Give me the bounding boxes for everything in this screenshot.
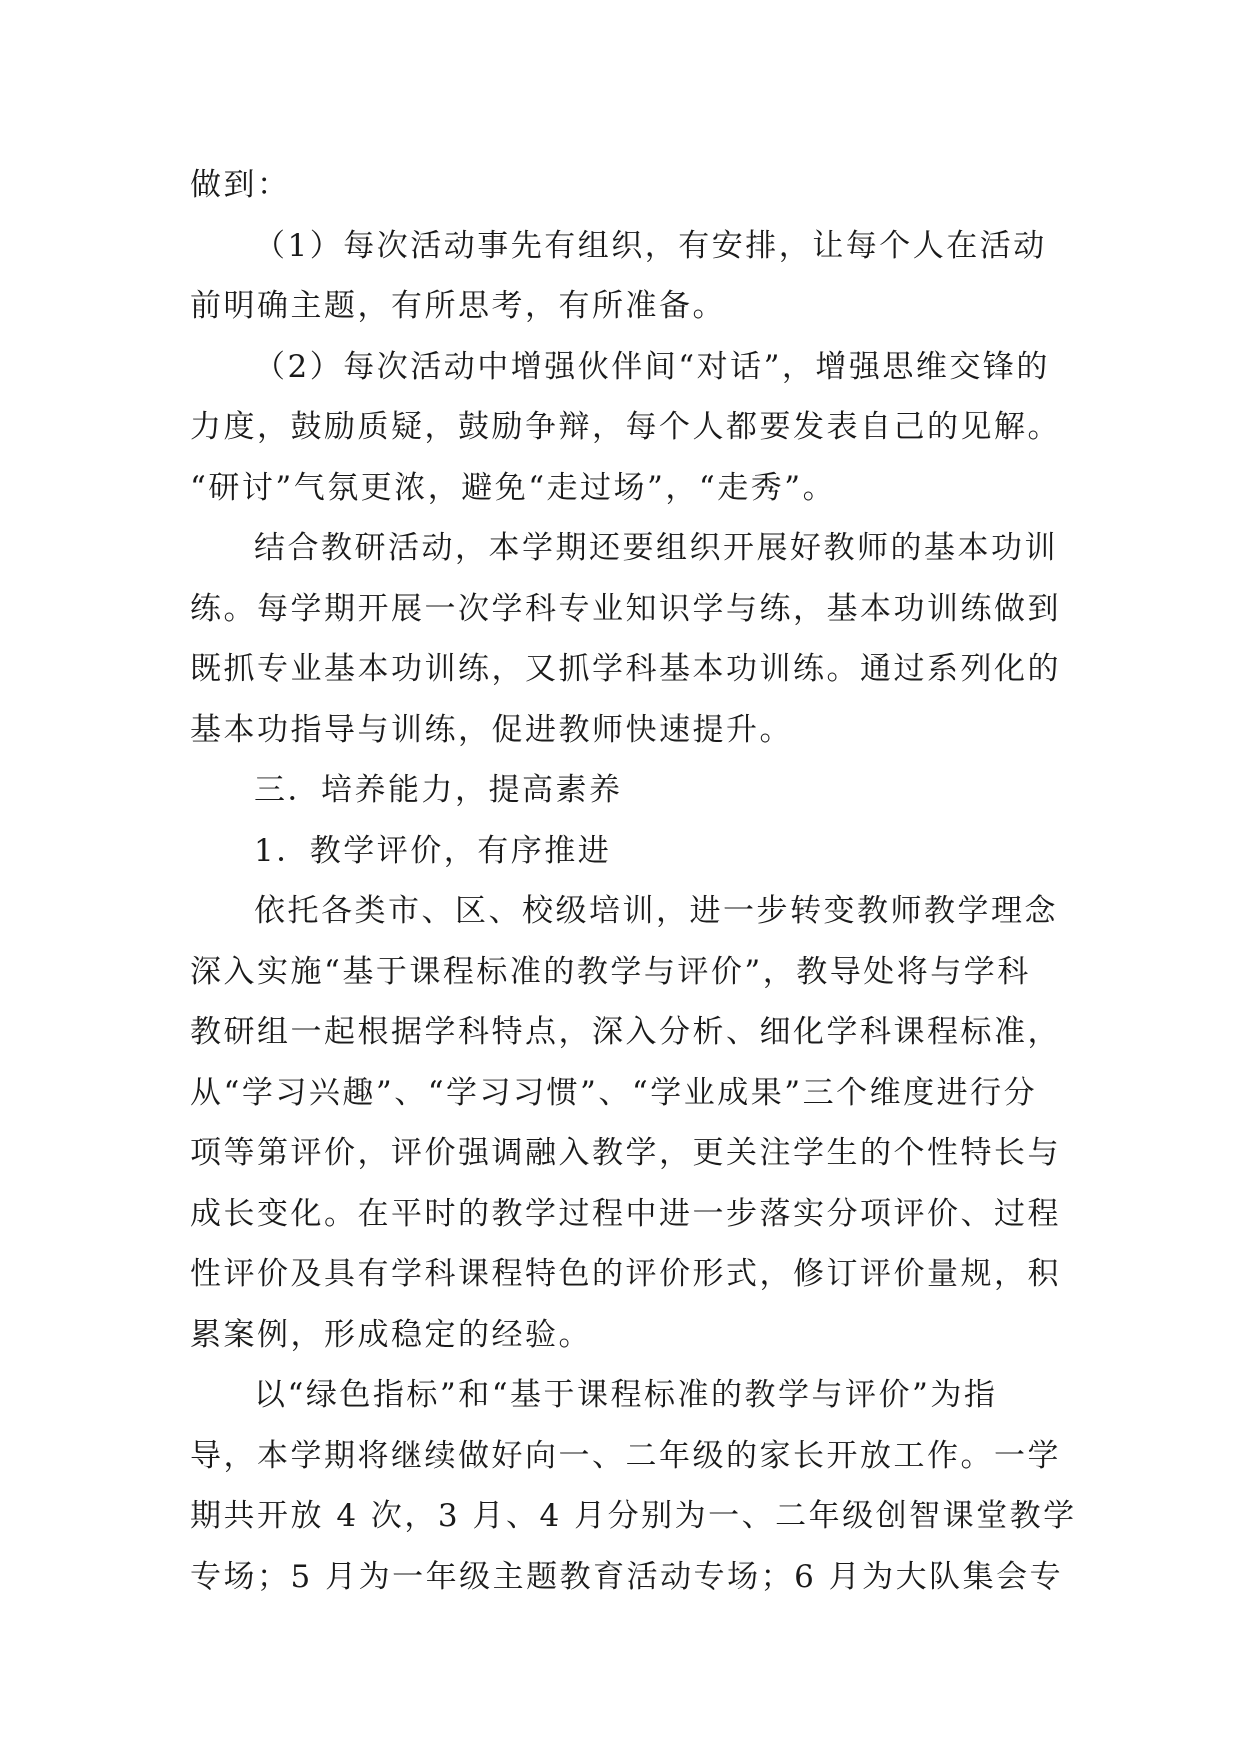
text-line: 性评价及具有学科课程特色的评价形式，修订评价量规，积 <box>190 1256 1061 1292</box>
text-line: 教研组一起根据学科特点，深入分析、细化学科课程标准， <box>190 1014 1061 1050</box>
text-line: 以“绿色指标”和“基于课程标准的教学与评价”为指 <box>254 1377 998 1413</box>
text-line: 既抓专业基本功训练，又抓学科基本功训练。通过系列化的 <box>190 651 1061 687</box>
text-line: 成长变化。在平时的教学过程中进一步落实分项评价、过程 <box>190 1195 1061 1232</box>
text-line: 专场；5 月为一年级主题教育活动专场；6 月为大队集会专 <box>190 1558 1064 1595</box>
subsection-heading: 1．教学评价，有序推进 <box>254 832 612 869</box>
text-line: 深入实施“基于课程标准的教学与评价”，教导处将与学科 <box>190 953 1031 990</box>
text-line: 做到： <box>190 167 291 203</box>
text-line: 基本功指导与训练，促进教师快速提升。 <box>190 711 793 748</box>
text-line: “研讨”气氛更浓，避免“走过场”，“走秀”。 <box>190 469 837 506</box>
text-line: 力度，鼓励质疑，鼓励争辩，每个人都要发表自己的见解。 <box>190 409 1061 445</box>
section-heading: 三．培养能力，提高素养 <box>254 772 623 808</box>
text-line: 从“学习兴趣”、“学习习惯”、“学业成果”三个维度进行分 <box>190 1074 1038 1111</box>
text-line: 项等第评价，评价强调融入教学，更关注学生的个性特长与 <box>190 1135 1061 1171</box>
text-line: 练。每学期开展一次学科专业知识学与练，基本功训练做到 <box>190 590 1061 627</box>
text-line: 累案例，形成稳定的经验。 <box>190 1316 592 1353</box>
text-line: 结合教研活动，本学期还要组织开展好教师的基本功训 <box>254 530 1058 566</box>
text-line: （2）每次活动中增强伙伴间“对话”，增强思维交锋的 <box>254 348 1050 385</box>
text-line: 期共开放 4 次，3 月、4 月分别为一、二年级创智课堂教学 <box>190 1498 1077 1534</box>
text-line: 前明确主题，有所思考，有所准备。 <box>190 288 726 324</box>
text-line: 依托各类市、区、校级培训，进一步转变教师教学理念 <box>254 893 1058 929</box>
text-line: 导，本学期将继续做好向一、二年级的家长开放工作。一学 <box>190 1437 1061 1474</box>
text-line: （1）每次活动事先有组织，有安排，让每个人在活动 <box>254 227 1047 264</box>
document-body <box>190 155 1077 1607</box>
